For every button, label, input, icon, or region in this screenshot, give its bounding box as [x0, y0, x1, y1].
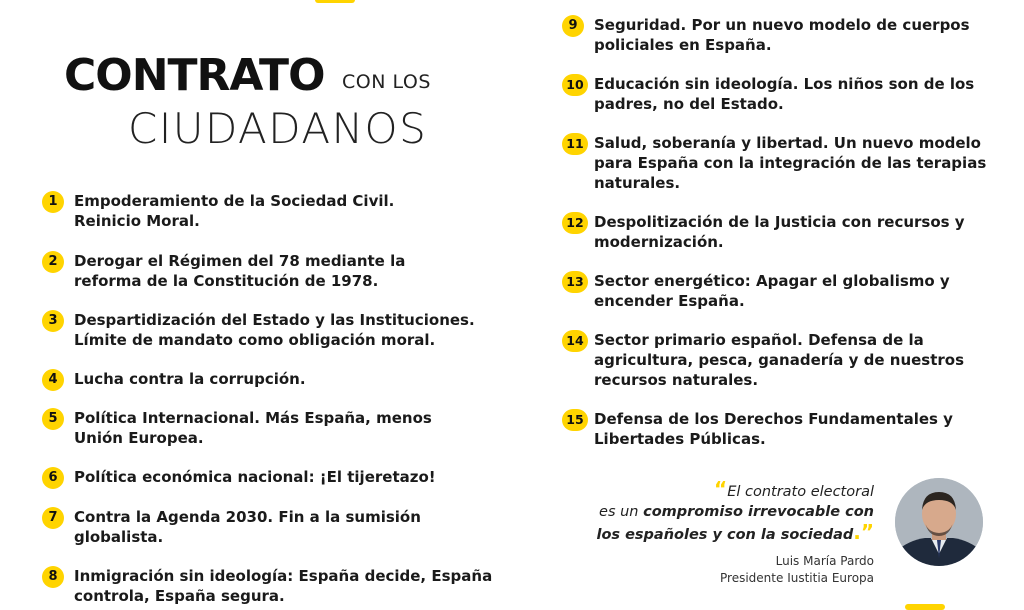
open-quote-icon: “	[714, 477, 728, 501]
item-text: Lucha contra la corrupción.	[74, 370, 306, 388]
quote-line-2-bold: compromiso irrevocable con	[643, 504, 874, 520]
item-number-badge: 9	[562, 15, 584, 37]
bottom-accent-bar	[905, 604, 945, 610]
quote-line-2-plain: es un	[599, 504, 644, 520]
close-quote-icon: .”	[853, 520, 874, 544]
item-number-badge: 10	[562, 74, 588, 96]
item-text: Sector energético: Apagar el globalismo y encender España.	[594, 272, 950, 310]
title-small: CON LOS	[342, 71, 431, 93]
item-number-badge: 1	[42, 191, 64, 213]
item-text: Contra la Agenda 2030. Fin a la sumisión globalista.	[74, 508, 421, 546]
item-number-badge: 7	[42, 507, 64, 529]
item-text: Derogar el Régimen del 78 mediante la reforma de la Constitución de 1978.	[74, 252, 406, 290]
author-photo	[895, 478, 983, 566]
item-number-badge: 11	[562, 133, 588, 155]
item-number-badge: 13	[562, 271, 588, 293]
title-main: CONTRATO	[64, 50, 325, 101]
item-text: Sector primario español. Defensa de la agricultura, pesca, ganadería y de nuestros recursos naturales.	[594, 331, 965, 389]
top-accent-bar	[315, 0, 355, 3]
author-credit	[720, 553, 874, 587]
item-text: Política Internacional. Más España, menos Unión Europea.	[74, 409, 432, 447]
item-text: Salud, soberanía y libertad. Un nuevo modelo para España con la integración de las terapias naturales.	[594, 134, 987, 192]
item-text: Seguridad. Por un nuevo modelo de cuerpos policiales en España.	[594, 16, 970, 54]
item-number-badge: 15	[562, 409, 588, 431]
author-name: Luis María Pardo	[775, 554, 874, 568]
item-number-badge: 6	[42, 467, 64, 489]
person-portrait-icon	[895, 478, 983, 566]
item-text: Empoderamiento de la Sociedad Civil. Reinicio Moral.	[74, 192, 395, 230]
item-number-badge: 4	[42, 369, 64, 391]
quote-block	[596, 479, 874, 545]
item-text: Inmigración sin ideología: España decide, España controla, España segura.	[74, 567, 493, 605]
item-text: Política económica nacional: ¡El tijeretazo!	[74, 468, 436, 486]
item-text: Despolitización de la Justicia con recursos y modernización.	[594, 213, 965, 251]
item-number-badge: 2	[42, 251, 64, 273]
quote-line-3-bold: los españoles y con la sociedad	[596, 527, 854, 543]
item-number-badge: 5	[42, 408, 64, 430]
item-number-badge: 12	[562, 212, 588, 234]
item-text: Educación sin ideología. Los niños son de los padres, no del Estado.	[594, 75, 975, 113]
author-role: Presidente Iustitia Europa	[720, 571, 874, 585]
quote-line-1: El contrato electoral	[727, 484, 874, 500]
item-number-badge: 14	[562, 330, 588, 352]
item-number-badge: 8	[42, 566, 64, 588]
item-text: Despartidización del Estado y las Instituciones. Límite de mandato como obligación moral.	[74, 311, 475, 349]
title-subtitle: CIUDADANOS	[128, 104, 428, 153]
item-number-badge: 3	[42, 310, 64, 332]
item-text: Defensa de los Derechos Fundamentales y Libertades Públicas.	[594, 410, 953, 448]
